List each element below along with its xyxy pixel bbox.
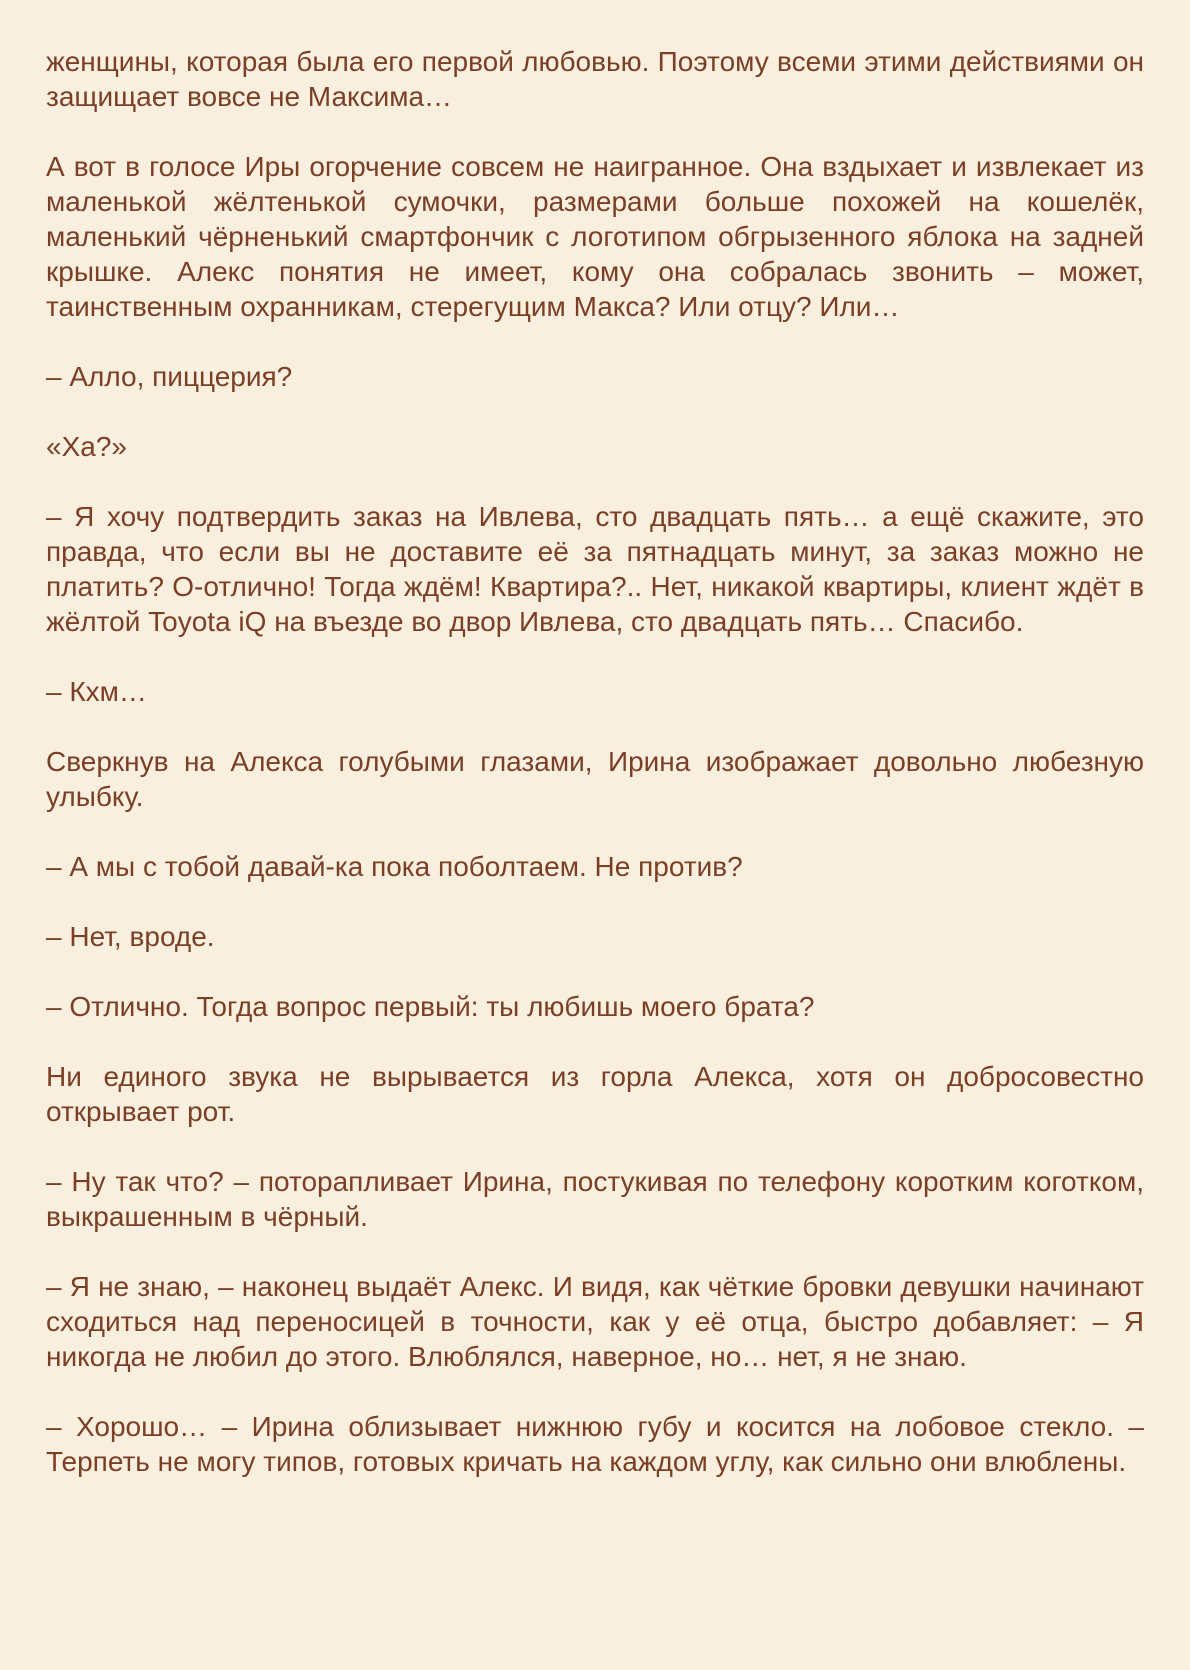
dialogue-line: – Алло, пиццерия? (46, 361, 293, 392)
paragraph: Сверкнув на Алекса голубыми глазами, Ирина изображает довольно любезную улыбку. (46, 746, 1144, 812)
dialogue-line: – Кхм… (46, 676, 147, 707)
dialogue-line: – Я хочу подтвердить заказ на Ивлева, сто двадцать пять… а ещё скажите, это правда, что если вы не доставите её за пятнадцать минут, за заказ можно не платить? О-отлично! Тогда ждём! Квартира?.. Нет, никакой квартиры, клиент ждёт в жёлтой Toyota iQ на въезде во двор Ивлева, сто двадцать пять… Спасибо. (46, 501, 1144, 637)
dialogue-line: – А мы с тобой давай-ка пока поболтаем. Не против? (46, 851, 743, 882)
thought-line: «Ха?» (46, 431, 127, 462)
paragraph: женщины, которая была его первой любовью. Поэтому всеми этими действиями он защищает вовсе не Максима… (46, 46, 1144, 112)
dialogue-line: – Я не знаю, – наконец выдаёт Алекс. И видя, как чёткие бровки девушки начинают сходиться над переносицей в точности, как у её отца, быстро добавляет: – Я никогда не любил до этого. Влюблялся, наверное, но… нет, я не знаю. (46, 1271, 1144, 1372)
dialogue-line: – Нет, вроде. (46, 921, 215, 952)
dialogue-line: – Хорошо… – Ирина облизывает нижнюю губу и косится на лобовое стекло. – Терпеть не могу типов, готовых кричать на каждом углу, как сильно они влюблены. (46, 1411, 1144, 1477)
dialogue-line: – Отлично. Тогда вопрос первый: ты любишь моего брата? (46, 991, 815, 1022)
dialogue-line: – Ну так что? – поторапливает Ирина, постукивая по телефону коротким коготком, выкрашенным в чёрный. (46, 1166, 1144, 1232)
paragraph: Ни единого звука не вырывается из горла Алекса, хотя он добросовестно открывает рот. (46, 1061, 1144, 1127)
book-page (46, 44, 1144, 1514)
paragraph: А вот в голосе Иры огорчение совсем не наигранное. Она вздыхает и извлекает из маленькой жёлтенькой сумочки, размерами больше похожей на кошелёк, маленький чёрненький смартфончик с логотипом обгрызенного яблока на задней крышке. Алекс понятия не имеет, кому она собралась звонить – может, таинственным охранникам, стерегущим Макса? Или отцу? Или… (46, 151, 1144, 322)
